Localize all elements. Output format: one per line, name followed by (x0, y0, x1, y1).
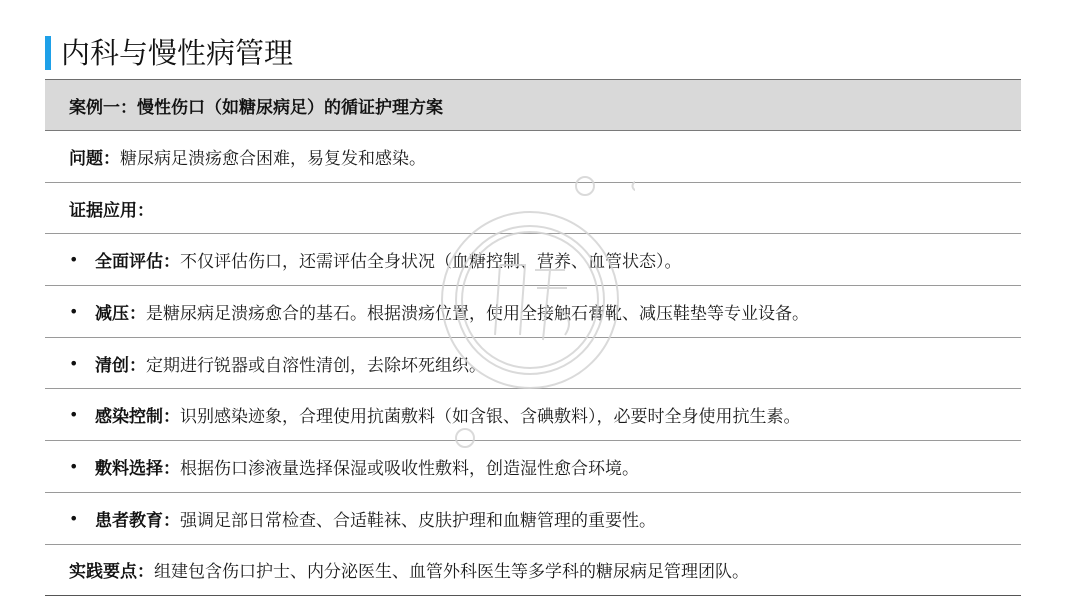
bullet-icon: • (69, 353, 79, 373)
row-label: 证据应用： (69, 200, 154, 221)
bullet-icon: • (69, 508, 79, 528)
row-label: 清创： (95, 355, 146, 376)
content-table (45, 79, 1021, 596)
row-label: 患者教育： (95, 510, 180, 531)
row-infection-control (45, 389, 1021, 441)
row-text: 糖尿病足溃疡愈合困难，易复发和感染。 (120, 148, 426, 169)
row-label: 感染控制： (95, 407, 180, 428)
bullet-icon: • (69, 405, 79, 425)
bullet-icon: • (69, 456, 79, 476)
table-header: 案例一：慢性伤口（如糖尿病足）的循证护理方案 (45, 80, 1021, 131)
row-evidence (45, 183, 1021, 235)
row-offloading (45, 286, 1021, 338)
row-text: 识别感染迹象，合理使用抗菌敷料（如含银、含碘敷料），必要时全身使用抗生素。 (180, 407, 801, 428)
row-label: 全面评估： (95, 252, 180, 273)
row-text: 定期进行锐器或自溶性清创，去除坏死组织。 (146, 355, 486, 376)
row-text: 组建包含伤口护士、内分泌医生、血管外科医生等多学科的糖尿病足管理团队。 (154, 562, 749, 583)
page-title: 内科与慢性病管理 (61, 36, 294, 70)
bullet-icon: • (69, 301, 79, 321)
row-debridement (45, 338, 1021, 390)
row-dressing (45, 441, 1021, 493)
row-practice (45, 545, 1021, 597)
row-problem (45, 131, 1021, 183)
row-label: 问题： (69, 148, 120, 169)
bullet-icon: • (69, 250, 79, 270)
row-text: 根据伤口渗液量选择保湿或吸收性敷料，创造湿性愈合环境。 (180, 458, 639, 479)
row-text: 不仅评估伤口，还需评估全身状况（血糖控制、营养、血管状态）。 (180, 252, 682, 273)
row-label: 减压： (95, 303, 146, 324)
row-label: 敷料选择： (95, 458, 180, 479)
title-block (45, 34, 293, 72)
row-text: 强调足部日常检查、合适鞋袜、皮肤护理和血糖管理的重要性。 (180, 510, 656, 531)
title-accent-bar (45, 36, 51, 70)
row-education (45, 493, 1021, 545)
row-text: 是糖尿病足溃疡愈合的基石。根据溃疡位置，使用全接触石膏靴、减压鞋垫等专业设备。 (146, 303, 809, 324)
row-label: 实践要点： (69, 562, 154, 583)
row-assessment (45, 234, 1021, 286)
